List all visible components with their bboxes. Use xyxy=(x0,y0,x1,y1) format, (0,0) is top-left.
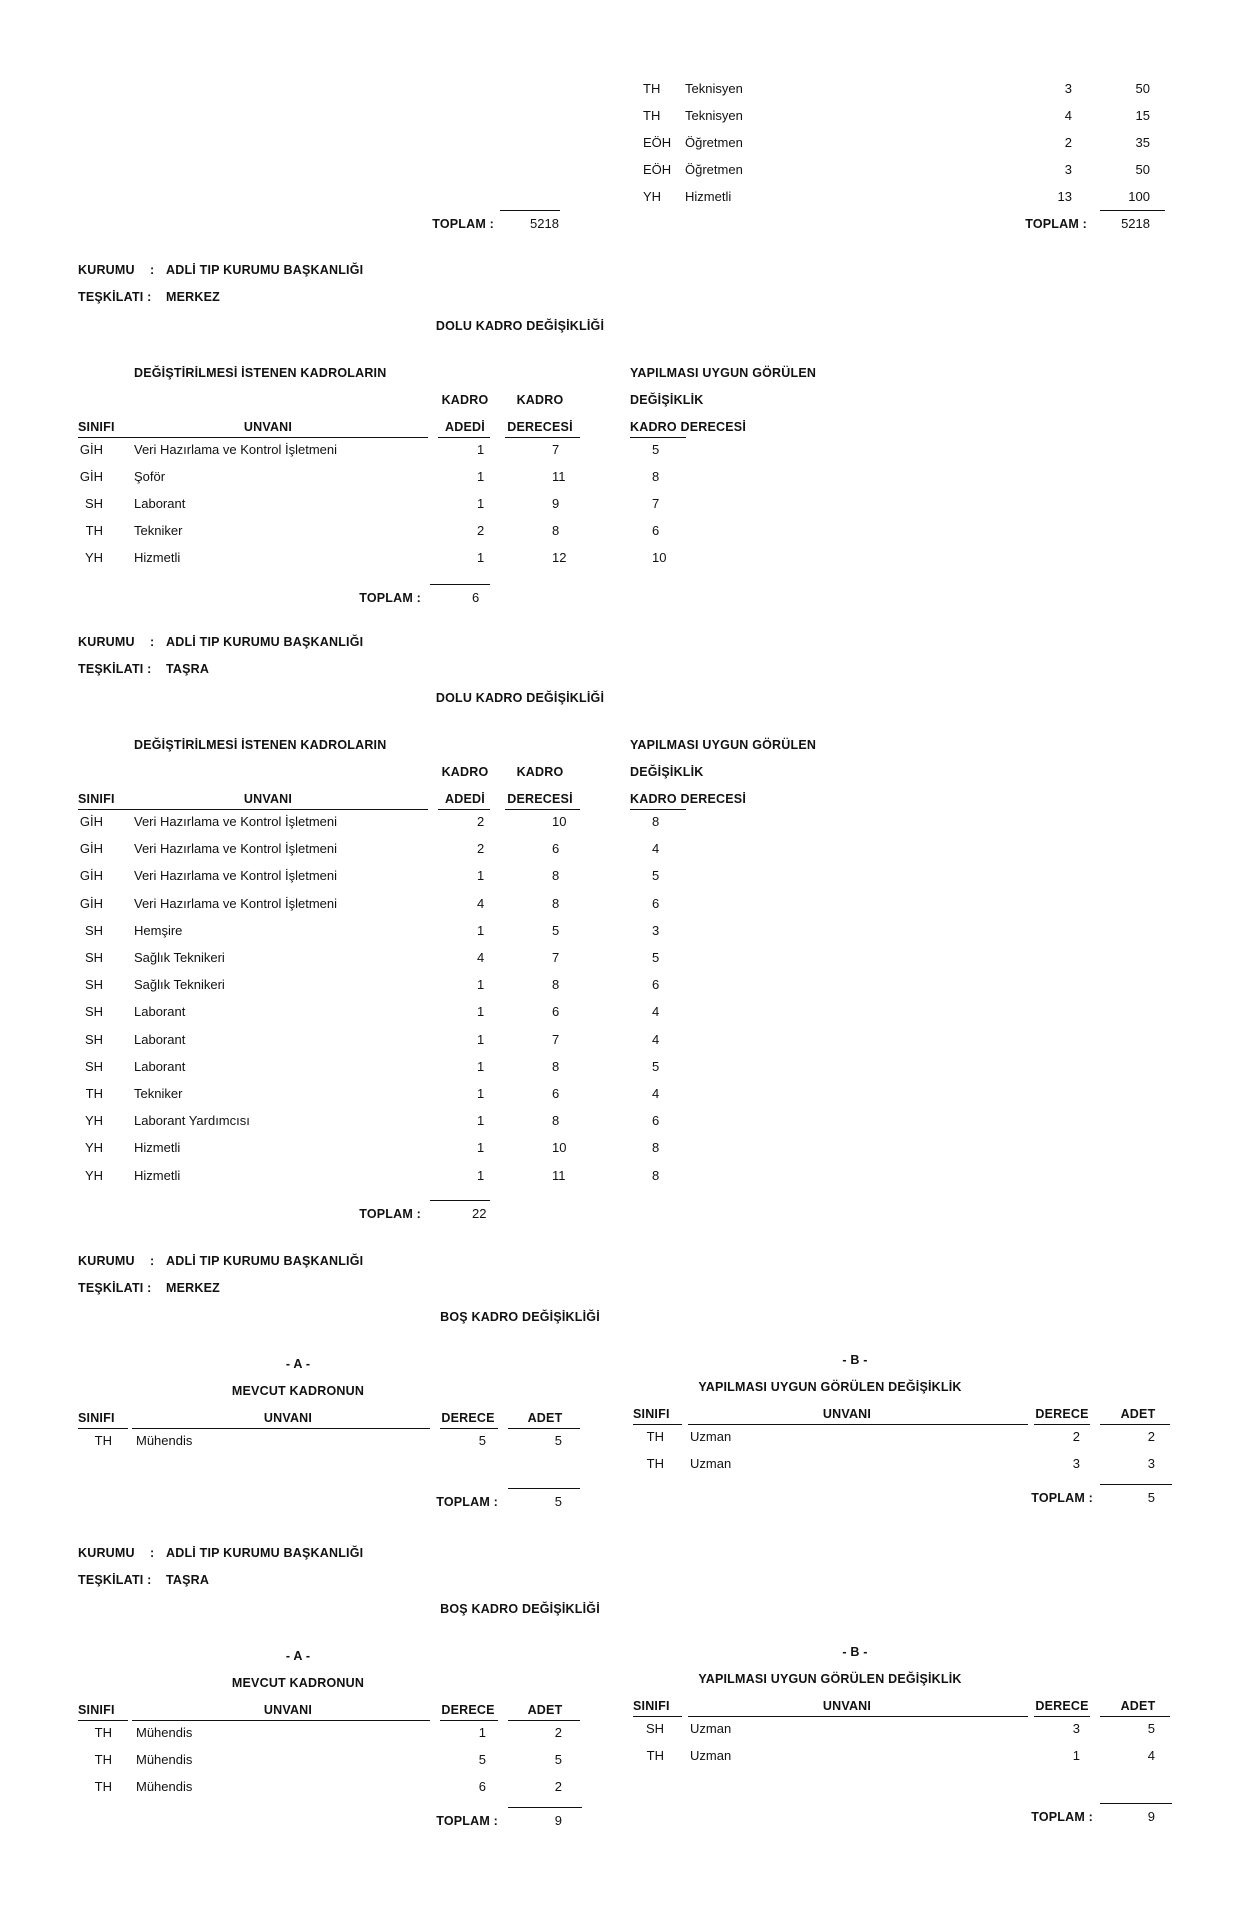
section4-a-total-rule xyxy=(508,1807,582,1808)
section4-part-b: - B - xyxy=(842,1645,868,1659)
section2-total-label: TOPLAM : xyxy=(359,1207,421,1221)
section4-b-row-adet: 4 xyxy=(1147,1748,1155,1763)
section4-a-row-adet: 2 xyxy=(554,1725,562,1740)
section2-row-yeni: 6 xyxy=(652,977,660,993)
section2-kurumu-value: ADLİ TIP KURUMU BAŞKANLIĞI xyxy=(166,635,364,649)
section4-b-total-value: 9 xyxy=(1147,1809,1155,1824)
section3-b-header-rule-3 xyxy=(1034,1424,1090,1425)
section2-row-derecesi: 10 xyxy=(552,814,567,829)
section2-row-yeni: 8 xyxy=(652,1140,660,1156)
section3-b-header-rule-1 xyxy=(633,1424,682,1425)
section1-row-derecesi: 12 xyxy=(552,550,567,565)
section1-adedi-header: ADEDİ xyxy=(445,420,485,434)
section3-a-row-unvani: Mühendis xyxy=(136,1433,193,1448)
section2-row-sinifi: GİH xyxy=(79,895,103,911)
section1-row-unvani: Laborant xyxy=(134,496,186,511)
section4-b-total-label: TOPLAM : xyxy=(1031,1810,1093,1824)
section3-b-unvani-header: UNVANI xyxy=(822,1407,872,1421)
section2-approved-header-2: DEĞİŞİKLİK xyxy=(630,765,704,779)
section3-b-total-label: TOPLAM : xyxy=(1031,1491,1093,1505)
section4-a-row-sinifi: TH xyxy=(94,1752,112,1767)
section2-row-adedi: 2 xyxy=(477,814,485,829)
section2-row-adedi: 1 xyxy=(477,868,485,884)
section1-row-unvani: Tekniker xyxy=(134,523,183,538)
section1-teskilati-value: MERKEZ xyxy=(166,290,220,304)
section2-row-unvani: Veri Hazırlama ve Kontrol İşletmeni xyxy=(134,814,338,829)
section2-row-derecesi: 6 xyxy=(552,1004,560,1020)
section3-b-row-sinifi: TH xyxy=(646,1456,664,1471)
section3-a-adet-header: ADET xyxy=(527,1411,563,1425)
section1-row-adedi: 1 xyxy=(477,496,485,511)
section4-teskilati-label: TEŞKİLATI : xyxy=(78,1573,152,1587)
section4-a-total-value: 9 xyxy=(554,1813,562,1828)
section1-row-derecesi: 8 xyxy=(552,523,560,538)
section2-row-sinifi: GİH xyxy=(79,841,103,857)
section2-kadro-derecesi-top: KADRO xyxy=(516,765,564,779)
top-row-sinifi: TH xyxy=(643,81,661,96)
section4-b-row-adet: 5 xyxy=(1147,1721,1155,1736)
section4-kurumu-value: ADLİ TIP KURUMU BAŞKANLIĞI xyxy=(166,1546,364,1560)
top-row-derece: 3 xyxy=(1064,81,1072,96)
section1-row-unvani: Veri Hazırlama ve Kontrol İşletmeni xyxy=(134,442,338,457)
section1-teskilati-label: TEŞKİLATI : xyxy=(78,290,152,304)
top-row-derece: 3 xyxy=(1064,162,1072,177)
section4-a-row-unvani: Mühendis xyxy=(136,1752,193,1767)
section4-yapilmasi: YAPILMASI UYGUN GÖRÜLEN DEĞİŞİKLİK xyxy=(698,1672,962,1686)
top-row-adet: 50 xyxy=(1135,81,1150,96)
section4-b-row-sinifi: TH xyxy=(646,1748,664,1763)
section4-a-row-unvani: Mühendis xyxy=(136,1779,193,1794)
section2-row-adedi: 1 xyxy=(477,1167,485,1183)
section3-a-row-sinifi: TH xyxy=(94,1433,112,1448)
section1-row-yeni: 5 xyxy=(652,442,660,457)
section3-a-row-adet: 5 xyxy=(554,1433,562,1448)
section4-a-header-rule-2 xyxy=(132,1720,430,1721)
section2-header-rule-1 xyxy=(78,809,428,810)
section2-row-adedi: 1 xyxy=(477,1031,485,1047)
section2-row-sinifi: GİH xyxy=(79,814,103,829)
section4-a-adet-header: ADET xyxy=(527,1703,563,1717)
section2-row-yeni: 8 xyxy=(652,814,660,829)
section2-row-unvani: Laborant Yardımcısı xyxy=(134,1113,250,1129)
section3-a-row-derece: 5 xyxy=(478,1433,486,1448)
section2-row-unvani: Laborant xyxy=(134,1031,186,1047)
section4-mevcut: MEVCUT KADRONUN xyxy=(231,1676,365,1690)
section2-row-yeni: 8 xyxy=(652,1167,660,1183)
section3-b-total-value: 5 xyxy=(1147,1490,1155,1505)
section3-a-derece-header: DERECE xyxy=(441,1411,495,1425)
section2-row-adedi: 1 xyxy=(477,922,485,938)
section3-part-a: - A - xyxy=(285,1357,311,1371)
section2-row-yeni: 3 xyxy=(652,922,660,938)
section1-unvani-header: UNVANI xyxy=(243,420,293,434)
top-row-sinifi: YH xyxy=(643,189,662,204)
top-row-unvani: Öğretmen xyxy=(685,135,743,150)
section1-approved-header-1: YAPILMASI UYGUN GÖRÜLEN xyxy=(630,366,817,380)
top-row-unvani: Teknisyen xyxy=(685,108,743,123)
section2-row-derecesi: 10 xyxy=(552,1140,567,1156)
section2-row-adedi: 4 xyxy=(477,895,485,911)
section2-row-unvani: Veri Hazırlama ve Kontrol İşletmeni xyxy=(134,868,338,884)
section4-part-a: - A - xyxy=(285,1649,311,1663)
section1-total-label: TOPLAM : xyxy=(359,591,421,605)
section2-row-yeni: 4 xyxy=(652,1031,660,1047)
top-row-sinifi: EÖH xyxy=(643,135,672,150)
section4-a-row-derece: 6 xyxy=(478,1779,486,1794)
section4-a-total-label: TOPLAM : xyxy=(436,1814,498,1828)
section3-b-row-sinifi: TH xyxy=(646,1429,664,1444)
section2-row-unvani: Veri Hazırlama ve Kontrol İşletmeni xyxy=(134,841,338,857)
section1-row-yeni: 6 xyxy=(652,523,660,538)
section2-row-adedi: 1 xyxy=(477,1058,485,1074)
section2-header-rule-4 xyxy=(630,809,686,810)
section1-row-sinifi: YH xyxy=(84,550,103,565)
section1-changed-header: DEĞİŞTİRİLMESİ İSTENEN KADROLARIN xyxy=(134,366,387,380)
section4-a-row-sinifi: TH xyxy=(94,1725,112,1740)
section2-sinifi-header: SINIFI xyxy=(78,792,115,806)
section1-approved-header-2: DEĞİŞİKLİK xyxy=(630,393,704,407)
section4-b-header-rule-2 xyxy=(688,1716,1028,1717)
section1-row-sinifi: SH xyxy=(84,496,103,511)
section2-row-sinifi: YH xyxy=(84,1140,103,1156)
section1-row-adedi: 2 xyxy=(477,523,485,538)
section1-row-sinifi: TH xyxy=(85,523,103,538)
section4-a-row-derece: 1 xyxy=(478,1725,486,1740)
top-row-derece: 4 xyxy=(1064,108,1072,123)
top-row-sinifi: EÖH xyxy=(643,162,672,177)
section3-b-header-rule-4 xyxy=(1100,1424,1170,1425)
section2-unvani-header: UNVANI xyxy=(243,792,293,806)
section3-kurumu-colon: : xyxy=(150,1254,155,1268)
section2-total-value: 22 xyxy=(472,1206,487,1221)
section2-row-adedi: 1 xyxy=(477,1140,485,1156)
top-row-adet: 15 xyxy=(1135,108,1150,123)
top-right-total-label: TOPLAM : xyxy=(1025,217,1087,231)
section2-row-derecesi: 11 xyxy=(552,1167,566,1183)
section3-b-adet-header: ADET xyxy=(1120,1407,1156,1421)
section2-row-derecesi: 8 xyxy=(552,1113,560,1129)
section4-teskilati-value: TAŞRA xyxy=(166,1573,210,1587)
section2-row-unvani: Veri Hazırlama ve Kontrol İşletmeni xyxy=(134,895,338,911)
section4-kurumu-label: KURUMU xyxy=(78,1546,135,1560)
section4-b-row-sinifi: SH xyxy=(645,1721,664,1736)
section2-row-derecesi: 8 xyxy=(552,895,560,911)
section3-teskilati-value: MERKEZ xyxy=(166,1281,220,1295)
section1-kurumu-label: KURUMU xyxy=(78,263,135,277)
section4-a-row-unvani: Mühendis xyxy=(136,1725,193,1740)
section2-header-rule-3 xyxy=(505,809,580,810)
section1-row-adedi: 1 xyxy=(477,550,485,565)
section4-b-row-derece: 1 xyxy=(1072,1748,1080,1763)
section2-derecesi-header: DERECESİ xyxy=(507,792,573,806)
section2-row-sinifi: YH xyxy=(84,1167,103,1183)
section1-derecesi-header: DERECESİ xyxy=(507,420,573,434)
section2-kadro-derecesi-header: KADRO DERECESİ xyxy=(630,792,747,806)
section1-row-unvani: Hizmetli xyxy=(134,550,181,565)
section2-row-derecesi: 6 xyxy=(552,841,560,857)
section2-row-unvani: Sağlık Teknikeri xyxy=(134,950,225,965)
section3-teskilati-label: TEŞKİLATI : xyxy=(78,1281,152,1295)
section2-teskilati-label: TEŞKİLATI : xyxy=(78,662,152,676)
section2-row-derecesi: 7 xyxy=(552,950,560,965)
section2-teskilati-value: TAŞRA xyxy=(166,662,210,676)
section2-row-unvani: Laborant xyxy=(134,1004,186,1020)
section3-a-header-rule-1 xyxy=(78,1428,128,1429)
section1-kurumu-value: ADLİ TIP KURUMU BAŞKANLIĞI xyxy=(166,263,364,277)
section3-a-sinifi-header: SINIFI xyxy=(78,1411,115,1425)
section2-row-yeni: 5 xyxy=(652,1058,660,1074)
section2-row-adedi: 4 xyxy=(477,950,485,965)
section2-row-sinifi: SH xyxy=(84,922,103,938)
section3-mevcut: MEVCUT KADRONUN xyxy=(231,1384,365,1398)
section2-row-unvani: Hizmetli xyxy=(134,1140,181,1156)
section4-b-header-rule-3 xyxy=(1034,1716,1090,1717)
section1-row-yeni: 10 xyxy=(652,550,667,565)
section2-row-unvani: Hemşire xyxy=(134,922,183,938)
section4-b-row-unvani: Uzman xyxy=(690,1721,732,1736)
section3-b-header-rule-2 xyxy=(688,1424,1028,1425)
section2-row-yeni: 6 xyxy=(652,1113,660,1129)
section1-header-rule-1 xyxy=(78,437,428,438)
section4-b-header-rule-4 xyxy=(1100,1716,1170,1717)
section1-total-rule xyxy=(430,584,490,585)
top-left-total-rule xyxy=(500,210,560,211)
top-row-unvani: Öğretmen xyxy=(685,162,743,177)
top-row-adet: 100 xyxy=(1128,189,1150,204)
section4-a-row-sinifi: TH xyxy=(94,1779,112,1794)
section1-row-sinifi: GİH xyxy=(79,469,103,484)
section4-a-row-derece: 5 xyxy=(478,1752,486,1767)
section2-row-derecesi: 7 xyxy=(552,1031,560,1047)
section1-kadro-derecesi-top: KADRO xyxy=(516,393,564,407)
section2-row-sinifi: GİH xyxy=(79,868,103,884)
section3-b-row-unvani: Uzman xyxy=(690,1456,732,1471)
section4-b-row-derece: 3 xyxy=(1072,1721,1080,1736)
top-row-derece: 13 xyxy=(1057,189,1072,204)
top-row-unvani: Hizmetli xyxy=(685,189,732,204)
section1-row-sinifi: GİH xyxy=(79,442,103,457)
section3-b-row-adet: 2 xyxy=(1147,1429,1155,1444)
section4-b-sinifi-header: SINIFI xyxy=(633,1699,670,1713)
section4-b-header-rule-1 xyxy=(633,1716,682,1717)
section2-row-derecesi: 8 xyxy=(552,1058,560,1074)
section1-row-adedi: 1 xyxy=(477,469,485,484)
section3-b-derece-header: DERECE xyxy=(1035,1407,1089,1421)
section2-row-unvani: Laborant xyxy=(134,1058,186,1074)
section1-row-yeni: 8 xyxy=(652,469,660,484)
section3-yapilmasi: YAPILMASI UYGUN GÖRÜLEN DEĞİŞİKLİK xyxy=(698,1380,962,1394)
section2-row-sinifi: SH xyxy=(84,950,103,965)
section2-row-derecesi: 8 xyxy=(552,977,560,993)
top-row-adet: 35 xyxy=(1135,135,1150,150)
section2-kadro-adedi-top: KADRO xyxy=(441,765,489,779)
section2-row-adedi: 1 xyxy=(477,1113,485,1129)
section2-approved-header-1: YAPILMASI UYGUN GÖRÜLEN xyxy=(630,738,817,752)
section3-a-unvani-header: UNVANI xyxy=(263,1411,313,1425)
section3-b-total-rule xyxy=(1100,1484,1172,1485)
section1-sinifi-header: SINIFI xyxy=(78,420,115,434)
section4-b-adet-header: ADET xyxy=(1120,1699,1156,1713)
section1-row-adedi: 1 xyxy=(477,442,485,457)
section1-header-rule-3 xyxy=(505,437,580,438)
section2-row-adedi: 2 xyxy=(477,841,485,857)
section3-b-row-unvani: Uzman xyxy=(690,1429,732,1444)
section2-row-unvani: Sağlık Teknikeri xyxy=(134,977,225,993)
section2-row-adedi: 1 xyxy=(477,1086,485,1101)
section1-kadro-derecesi-header: KADRO DERECESİ xyxy=(630,420,747,434)
section3-b-row-derece: 2 xyxy=(1072,1429,1080,1444)
section2-row-unvani: Tekniker xyxy=(134,1086,183,1101)
section2-row-yeni: 4 xyxy=(652,841,660,857)
top-left-total-value: 5218 xyxy=(530,216,559,231)
section3-a-total-label: TOPLAM : xyxy=(436,1495,498,1509)
section1-header-rule-4 xyxy=(630,437,686,438)
top-left-total-label: TOPLAM : xyxy=(432,217,494,231)
section2-row-adedi: 1 xyxy=(477,1004,485,1020)
section4-b-row-unvani: Uzman xyxy=(690,1748,732,1763)
section1-title: DOLU KADRO DEĞİŞİKLİĞİ xyxy=(435,319,605,333)
section3-title: BOŞ KADRO DEĞİŞİKLİĞİ xyxy=(440,1310,600,1324)
section1-row-derecesi: 11 xyxy=(552,469,566,484)
section3-b-sinifi-header: SINIFI xyxy=(633,1407,670,1421)
section2-row-sinifi: SH xyxy=(84,977,103,993)
top-row-sinifi: TH xyxy=(643,108,661,123)
top-row-adet: 50 xyxy=(1135,162,1150,177)
section2-row-derecesi: 8 xyxy=(552,868,560,884)
section2-row-sinifi: SH xyxy=(84,1031,103,1047)
section2-row-derecesi: 6 xyxy=(552,1086,560,1101)
section3-part-b: - B - xyxy=(842,1353,868,1367)
section1-header-rule-2 xyxy=(438,437,490,438)
section2-header-rule-2 xyxy=(438,809,490,810)
section2-row-adedi: 1 xyxy=(477,977,485,993)
section2-row-sinifi: SH xyxy=(84,1058,103,1074)
section3-a-header-rule-2 xyxy=(132,1428,430,1429)
section2-row-yeni: 5 xyxy=(652,868,660,884)
section2-kurumu-colon: : xyxy=(150,635,155,649)
section2-row-unvani: Hizmetli xyxy=(134,1167,181,1183)
section2-adedi-header: ADEDİ xyxy=(445,792,485,806)
section2-kurumu-label: KURUMU xyxy=(78,635,135,649)
section4-a-derece-header: DERECE xyxy=(441,1703,495,1717)
section2-title: DOLU KADRO DEĞİŞİKLİĞİ xyxy=(435,691,605,705)
section1-row-unvani: Şoför xyxy=(134,469,166,484)
section3-b-row-adet: 3 xyxy=(1147,1456,1155,1471)
section4-a-header-rule-1 xyxy=(78,1720,128,1721)
top-right-total-rule xyxy=(1100,210,1165,211)
section2-row-sinifi: SH xyxy=(84,1004,103,1020)
section1-row-derecesi: 7 xyxy=(552,442,560,457)
section3-a-total-rule xyxy=(508,1488,580,1489)
section1-row-yeni: 7 xyxy=(652,496,660,511)
section2-total-rule xyxy=(430,1200,490,1201)
section4-kurumu-colon: : xyxy=(150,1546,155,1560)
section1-total-value: 6 xyxy=(472,590,480,605)
section4-a-row-adet: 2 xyxy=(554,1779,562,1794)
top-row-derece: 2 xyxy=(1064,135,1072,150)
section3-a-total-value: 5 xyxy=(554,1494,562,1509)
section4-b-total-rule xyxy=(1100,1803,1172,1804)
section4-title: BOŞ KADRO DEĞİŞİKLİĞİ xyxy=(440,1602,600,1616)
section2-row-yeni: 4 xyxy=(652,1086,660,1101)
section3-b-row-derece: 3 xyxy=(1072,1456,1080,1471)
section1-row-derecesi: 9 xyxy=(552,496,560,511)
section2-row-derecesi: 5 xyxy=(552,922,560,938)
top-row-unvani: Teknisyen xyxy=(685,81,743,96)
section2-row-sinifi: TH xyxy=(85,1086,103,1101)
section4-a-unvani-header: UNVANI xyxy=(263,1703,313,1717)
section4-b-derece-header: DERECE xyxy=(1035,1699,1089,1713)
section2-changed-header: DEĞİŞTİRİLMESİ İSTENEN KADROLARIN xyxy=(134,738,387,752)
section1-kadro-adedi-top: KADRO xyxy=(441,393,489,407)
section4-b-unvani-header: UNVANI xyxy=(822,1699,872,1713)
section2-row-yeni: 4 xyxy=(652,1004,660,1020)
section1-kurumu-colon: : xyxy=(150,263,155,277)
top-right-total-value: 5218 xyxy=(1121,216,1150,231)
section2-row-yeni: 5 xyxy=(652,950,660,965)
section2-row-yeni: 6 xyxy=(652,895,660,911)
section4-a-sinifi-header: SINIFI xyxy=(78,1703,115,1717)
section4-a-row-adet: 5 xyxy=(554,1752,562,1767)
section2-row-sinifi: YH xyxy=(84,1113,103,1129)
section3-kurumu-label: KURUMU xyxy=(78,1254,135,1268)
section3-kurumu-value: ADLİ TIP KURUMU BAŞKANLIĞI xyxy=(166,1254,364,1268)
